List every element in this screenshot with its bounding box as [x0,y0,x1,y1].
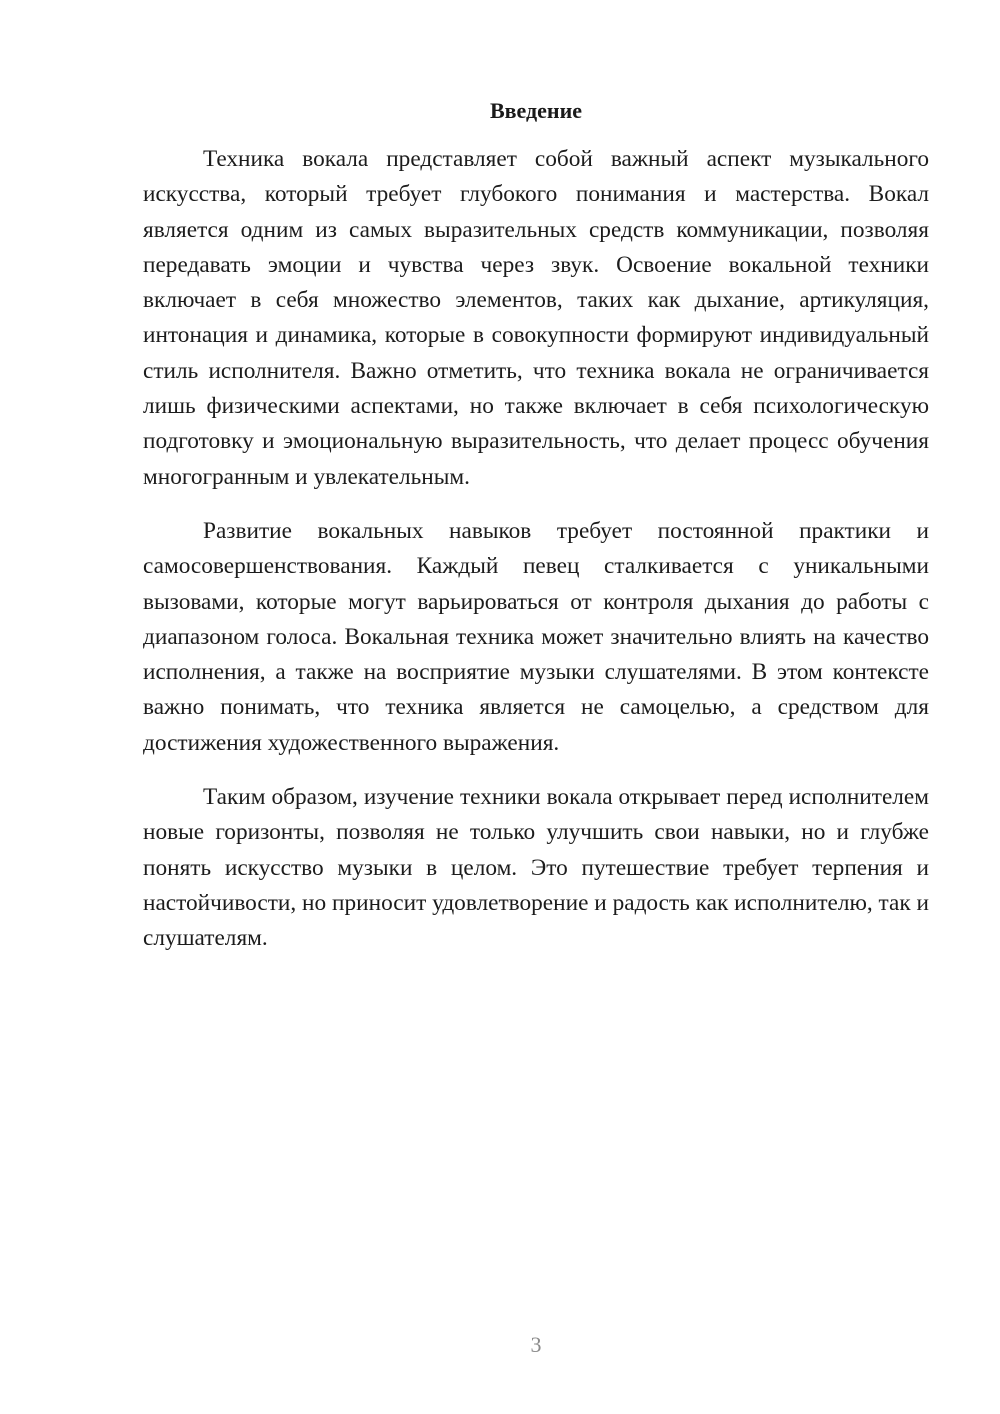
body-text [143,142,929,976]
paragraph-3: Таким образом, изучение техники вокала открывает перед исполнителем новые горизонты, позволяя не только улучшить свои навыки, но и глубже понять искусство музыки в целом. Это путешествие требует терпения и настойчивости, но приносит удовлетворение и радость как исполнителю, так и слушателям. [143,784,929,952]
section-heading: Введение [489,98,583,123]
page-number: 3 [530,1332,542,1357]
paragraph-2: Развитие вокальных навыков требует постоянной практики и самосовершенствования. Каждый певец сталкивается с уникальными вызовами, которые могут варьироваться от контроля дыхания до работы с диапазоном голоса. Вокальная техника может значительно влиять на качество исполнения, а также на восприятие музыки слушателями. В этом контексте важно понимать, что техника является не самоцелью, а средством для достижения художественного выражения. [143,517,929,756]
paragraph-1: Техника вокала представляет собой важный аспект музыкального искусства, который требует глубокого понимания и мастерства. Вокал является одним из самых выразительных средств коммуникации, позволяя передавать эмоции и чувства через звук. Освоение вокальной техники включает в себя множество элементов, таких как дыхание, артикуляция, интонация и динамика, которые в совокупности формируют индивидуальный стиль исполнителя. Важно отметить, что техника вокала не ограничивается лишь физическими аспектами, но также включает в себя психологическую подготовку и эмоциональную выразительность, что делает процесс обучения многогранным и увлекательным. [143,146,929,490]
